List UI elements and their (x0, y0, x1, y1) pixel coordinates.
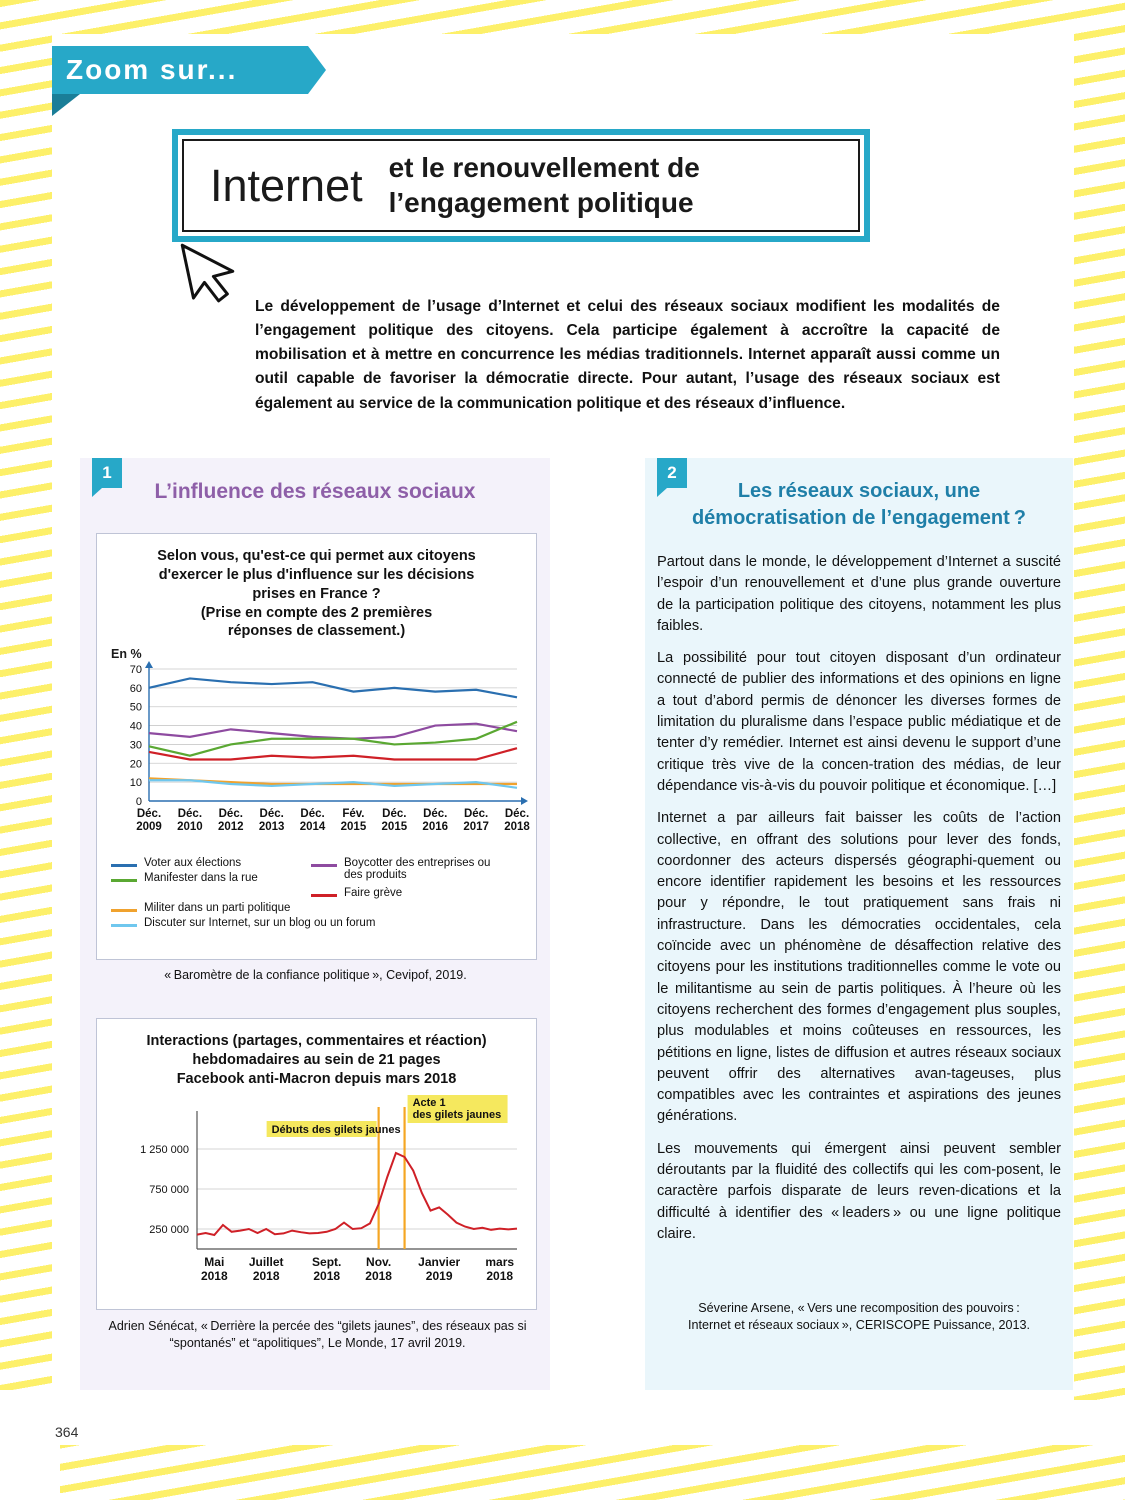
svg-text:Déc.: Déc. (504, 808, 530, 821)
svg-text:2015: 2015 (381, 821, 408, 834)
legend-label-1: Boycotter des entreprises ou des produits (344, 857, 491, 882)
svg-text:Déc.: Déc. (423, 808, 448, 821)
legend-item-1 (311, 857, 511, 881)
svg-text:2012: 2012 (217, 821, 244, 834)
page-number: 364 (55, 1424, 79, 1440)
zoom-banner (52, 46, 308, 94)
svg-text:250 000: 250 000 (149, 1223, 189, 1236)
svg-text:10: 10 (129, 777, 142, 790)
legend-key-icon (111, 879, 137, 882)
svg-text:2018: 2018 (313, 1268, 341, 1283)
svg-text:2016: 2016 (422, 821, 449, 834)
svg-text:2014: 2014 (299, 821, 326, 834)
svg-text:60: 60 (129, 683, 142, 696)
svg-text:Juillet: Juillet (248, 1254, 284, 1269)
chart2-plot (97, 1089, 534, 1304)
svg-text:2013: 2013 (258, 821, 285, 834)
legend-label-5: Discuter sur Internet, sur un blog ou un forum (144, 917, 376, 930)
right-column-source (657, 1300, 1061, 1334)
left-column-badge: 1 (92, 458, 122, 488)
right-paragraph-0: Partout dans le monde, le développement d’Internet a suscité l’espoir d’un renouvellement et d’une plus grande ouverture de la participation politique des citoyens, notamment les plus faibles. (657, 554, 1061, 634)
legend-key-icon (111, 909, 137, 912)
legend-item-3 (311, 887, 511, 899)
svg-text:2010: 2010 (177, 821, 203, 834)
svg-text:Déc.: Déc. (382, 808, 407, 821)
svg-text:1 250 000: 1 250 000 (140, 1143, 189, 1156)
legend-item-0 (111, 857, 311, 869)
right-source-line1: Séverine Arsene, « Vers une recomposition des pouvoirs : (698, 1301, 1020, 1315)
chart-card-interactions (96, 1018, 537, 1310)
chart1-ylabel: En % (111, 647, 142, 662)
svg-text:70: 70 (129, 664, 142, 677)
page-sheet-left (0, 1390, 60, 1500)
right-heading-line2: démocratisation de l’engagement ? (691, 507, 1027, 529)
right-heading-line1: Les réseaux sociaux, une (737, 480, 981, 502)
chart2-title-line1: Interactions (partages, commentaires et réaction) (146, 1033, 487, 1049)
svg-text:2018: 2018 (486, 1268, 514, 1283)
svg-text:Débuts des gilets jaunes: Débuts des gilets jaunes (271, 1123, 401, 1136)
chart1-title-line3: prises en France ? (252, 585, 381, 602)
legend-key-icon (311, 864, 337, 867)
chart1-title-line5: réponses de classement.) (227, 623, 406, 640)
legend-item-2 (111, 872, 311, 884)
svg-text:des gilets jaunes: des gilets jaunes (412, 1108, 502, 1121)
right-source-line2: Internet et réseaux sociaux », CERISCOPE Puissance, 2013. (687, 1318, 1031, 1332)
svg-text:Déc.: Déc. (136, 808, 162, 821)
svg-text:Mai: Mai (204, 1254, 225, 1269)
legend-item-4 (111, 902, 536, 914)
chart2-source: Adrien Sénécat, « Derrière la percée des “gilets jaunes”, des réseaux pas si “spontanés” et “apolitiques”, Le Monde, 17 avril 2019. (108, 1319, 527, 1350)
chart-card-influence (96, 533, 537, 960)
svg-text:2019: 2019 (425, 1268, 453, 1283)
svg-text:2015: 2015 (340, 821, 367, 834)
svg-text:2018: 2018 (504, 821, 530, 834)
svg-text:2018: 2018 (200, 1268, 228, 1283)
title-line-2: l’engagement politique (388, 186, 694, 218)
legend-key-icon (311, 894, 337, 897)
svg-text:Déc.: Déc. (259, 808, 284, 821)
svg-text:2009: 2009 (136, 821, 162, 834)
svg-text:30: 30 (129, 739, 142, 752)
legend-label-2: Manifester dans la rue (144, 872, 258, 885)
chart1-legend (111, 857, 536, 929)
svg-text:2017: 2017 (463, 821, 489, 834)
svg-text:Déc.: Déc. (300, 808, 325, 821)
legend-key-icon (111, 924, 137, 927)
svg-text:mars: mars (485, 1254, 515, 1269)
right-column-text (657, 552, 1061, 1256)
legend-label-4: Militer dans un parti politique (144, 902, 291, 915)
chart2-title-line3: Facebook anti-Macron depuis mars 2018 (176, 1070, 457, 1087)
svg-text:Fév.: Fév. (342, 808, 365, 821)
svg-text:Janvier: Janvier (418, 1254, 461, 1269)
svg-text:Déc.: Déc. (218, 808, 243, 821)
svg-text:Déc.: Déc. (177, 808, 203, 821)
right-paragraph-1: La possibilité pour tout citoyen disposant d’un ordinateur connecté de publier des informations et des opinions en ligne a tout d’abord permis de dénoncer les diverses formes de limitation du pluralisme dans l’espace public médiatique et de tenter d’y remédier. Internet est ainsi devenu le support d’une critique très vive de la concen-tration des médias, de leur dépendance vis-à-vis du pouvoir politique et économique. […] (657, 650, 1061, 794)
title-keyword: Internet (210, 159, 363, 211)
svg-text:Sept.: Sept. (312, 1254, 342, 1269)
legend-label-3: Faire grève (344, 887, 403, 900)
svg-text:750 000: 750 000 (149, 1183, 189, 1196)
page-sheet-bottom (0, 1400, 1125, 1445)
zoom-banner-label: Zoom sur... (66, 54, 238, 85)
legend-key-icon (111, 864, 137, 867)
svg-text:Acte 1: Acte 1 (412, 1096, 446, 1109)
chart1-title-line2: d'exercer le plus d'influence sur les décisions (158, 566, 475, 583)
svg-text:20: 20 (129, 758, 142, 771)
svg-text:50: 50 (129, 701, 142, 714)
right-paragraph-3: Les mouvements qui émergent ainsi peuvent sembler déroutants par la fluidité des collectifs qui les com-posent, le caractère parfois disparate de leurs reven-dications et la difficulté à identifier des « leaders » ou une ligne politique claire. (657, 1140, 1061, 1242)
intro-paragraph: Le développement de l’usage d’Internet et celui des réseaux sociaux modifient les modalités de l’engagement politique des citoyens. Cela participe également à accroître la capacité de mobilisation et à mettre en concurrence les médias traditionnels. Internet apparaît aussi comme un outil capable de favoriser la démocratie directe. Pour autant, l’usage des réseaux sociaux est également au service de la communication politique et des réseaux d’influence. (255, 298, 1000, 412)
article-title-box (172, 129, 870, 242)
mouse-cursor-icon (180, 236, 252, 308)
chart1-source: « Baromètre de la confiance politique », Cevipof, 2019. (164, 968, 467, 982)
legend-label-0: Voter aux élections (144, 857, 242, 870)
right-column-badge: 2 (657, 458, 687, 488)
svg-text:Déc.: Déc. (463, 808, 489, 821)
svg-text:Nov.: Nov. (366, 1254, 392, 1269)
svg-text:0: 0 (135, 796, 142, 809)
left-column-heading: L’influence des réseaux sociaux (154, 480, 476, 503)
chart2-title-line2: hebdomadaires au sein de 21 pages (192, 1051, 441, 1068)
chart1-plot (97, 661, 534, 851)
title-line-1: et le renouvellement de (388, 152, 700, 184)
chart1-title-line1: Selon vous, qu'est-ce qui permet aux citoyens (157, 548, 476, 564)
right-column-heading (645, 478, 1073, 532)
svg-text:40: 40 (129, 720, 142, 733)
svg-text:2018: 2018 (365, 1268, 392, 1283)
chart1-title-line4: (Prise en compte des 2 premières (200, 604, 433, 621)
legend-item-5 (111, 917, 536, 929)
right-paragraph-2: Internet a par ailleurs fait baisser les coûts de l’action collective, en offrant des solutions pour lever des fonds, coordonner des acteurs dispersés géographi-quement ou encore identifier rapidement les besoins et les ressources pour y répondre, le tout pratiquement sans frais ni infrastructure. Dans les démocraties occidentales, cela coïncide avec un phénomène de désaffection relative des citoyens pour les institutions traditionnelles comme le vote ou le militantisme au sein de partis politiques. À l’heure où les citoyens recherchent des formes d’engagement plus souples, plus modulables et moins coûteuses en ressources, les pétitions en ligne, listes de diffusion et autres réseaux sociaux peuvent offrir des alternatives avan-tageuses, plus compatibles avec les contraintes et aspirations des jeunes générations. (657, 810, 1061, 1125)
svg-text:2018: 2018 (252, 1268, 280, 1283)
